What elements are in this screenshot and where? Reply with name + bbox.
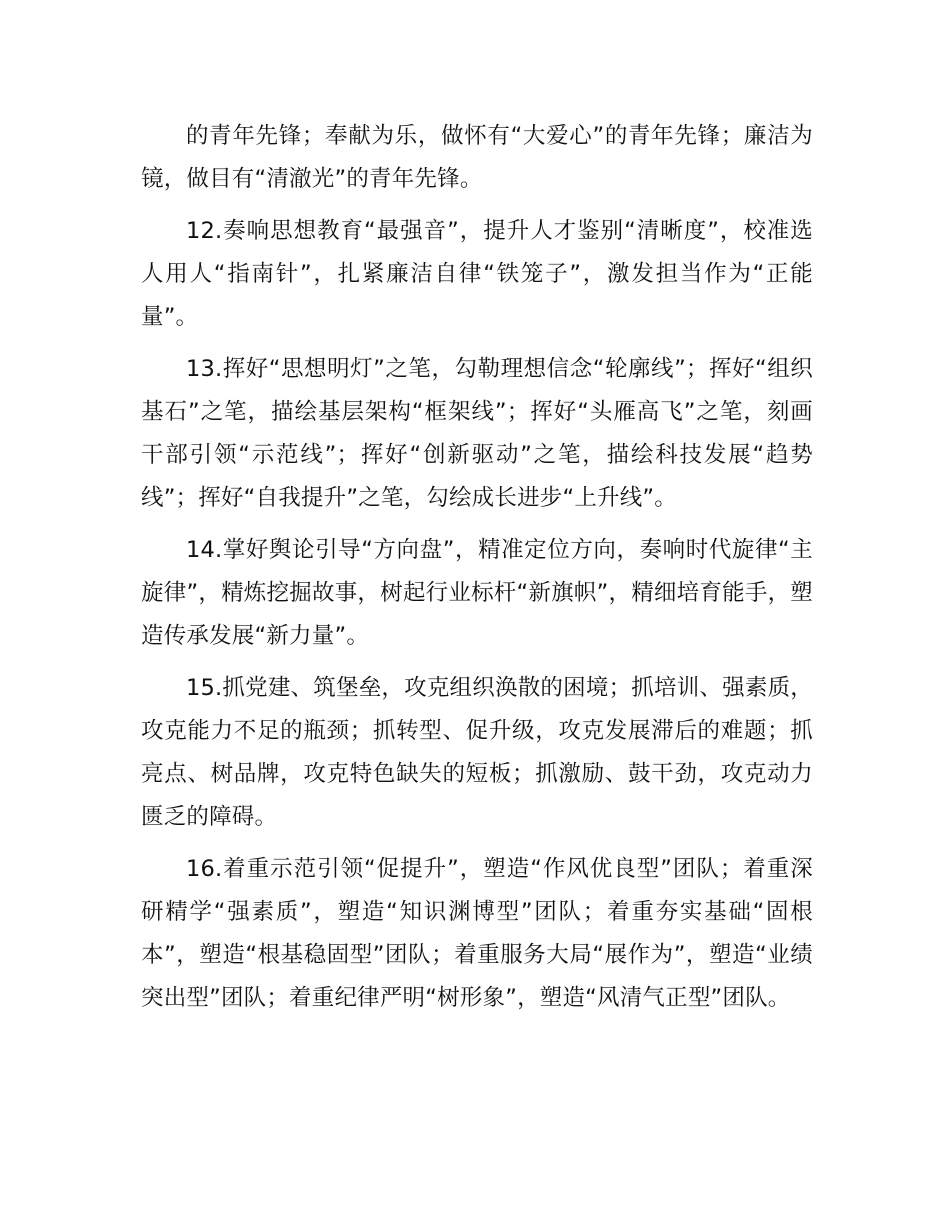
paragraph-15: 15.抓党建、筑堡垒，攻克组织涣散的困境；抓培训、强素质，攻克能力不足的瓶颈；抓转型、促升级，攻克发展滞后的难题；抓亮点、树品牌，攻克特色缺失的短板；抓激励、鼓干劲，攻克动力匮乏的障碍。 (141, 675, 813, 830)
document-body (141, 115, 813, 1020)
paragraph-12: 12.奏响思想教育“最强音”，提升人才鉴别“清晰度”，校准选人用人“指南针”，扎紧廉洁自律“铁笼子”，激发担当作为“正能量”。 (141, 218, 813, 330)
paragraph-13: 13.挥好“思想明灯”之笔，勾勒理想信念“轮廓线”；挥好“组织基石”之笔，描绘基层架构“框架线”；挥好“头雁高飞”之笔，刻画干部引领“示范线”；挥好“创新驱动”之笔，描绘科技发展“趋势线”；挥好“自我提升”之笔，勾绘成长进步“上升线”。 (141, 356, 813, 511)
paragraph-14: 14.掌好舆论引导“方向盘”，精准定位方向，奏响时代旋律“主旋律”，精炼挖掘故事，树起行业标杆“新旗帜”，精细培育能手，塑造传承发展“新力量”。 (141, 537, 813, 649)
paragraph-16: 16.着重示范引领“促提升”，塑造“作风优良型”团队；着重深研精学“强素质”，塑造“知识渊博型”团队；着重夯实基础“固根本”，塑造“根基稳固型”团队；着重服务大局“展作为”，塑造“业绩突出型”团队；着重纪律严明“树形象”，塑造“风清气正型”团队。 (141, 856, 813, 1011)
paragraph-continuation: 的青年先锋；奉献为乐，做怀有“大爱心”的青年先锋；廉洁为镜，做目有“清澈光”的青年先锋。 (141, 123, 813, 192)
